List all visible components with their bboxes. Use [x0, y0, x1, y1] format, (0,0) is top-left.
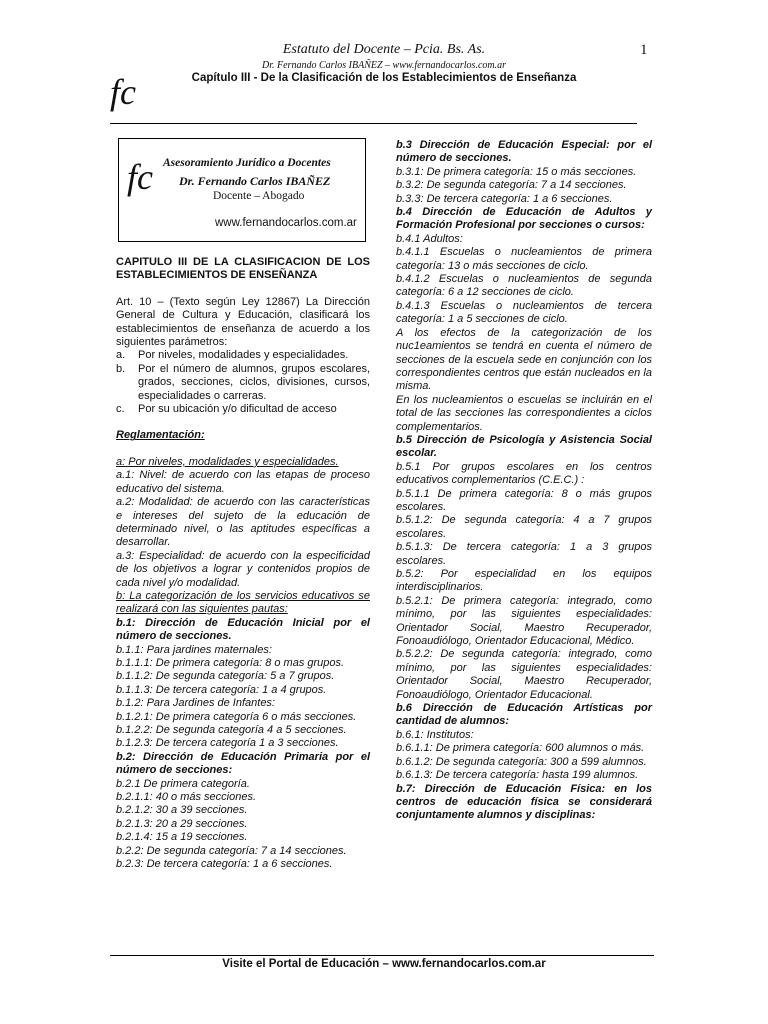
list-line: b.1.1: Para jardines maternales:	[116, 643, 272, 656]
list-line: b.5.2.1: De primera categoría: integrado, como mínimo, por las siguientes especialidades: Orientador Social, Maestro Recuperador, Fonoaudiólogo, Orientador Educacional, Médico.	[396, 594, 652, 648]
left-column	[116, 256, 370, 871]
footer-divider	[110, 955, 654, 956]
list-line: b.1.2.1: De primera categoría 6 o más secciones.	[116, 710, 357, 723]
section-b7-heading: b.7: Dirección de Educación Física: en los centros de educación física se considerará conjuntamente alumnos y disciplinas:	[396, 782, 652, 822]
paragraph: En los nucleamientos o escuelas se incluirán en el total de las secciones las correspondientes a ciclos complementarios.	[396, 393, 652, 433]
list-line: b.1.2.2: De segunda categoría 4 a 5 secciones.	[116, 724, 347, 736]
list-line: b.3.1: De primera categoría: 15 o más secciones.	[396, 165, 637, 178]
list-line: b.4.1.2 Escuelas o nucleamientos de segunda categoría: 6 a 12 secciones de ciclo.	[396, 273, 652, 299]
list-marker: a.	[116, 349, 126, 362]
list-line: b.2.1.4: 15 a 19 secciones.	[116, 831, 248, 844]
list-line: b.6.1: Institutos:	[396, 728, 474, 741]
list-line: b.2.2: De segunda categoría: 7 a 14 secciones.	[116, 844, 347, 857]
list-line: b.5.2.2: De segunda categoría: integrado, como mínimo, por las siguientes especialidades: Orientador Social, Maestro Recuperador, Fonoaudiólogo, Orientador Educacional.	[396, 648, 652, 701]
article-10: Art. 10 – (Texto según Ley 12867) La Dirección General de Cultura y Educación, clasificará los establecimientos de enseñanza de acuerdo a los siguientes parámetros:	[116, 295, 370, 349]
right-column	[396, 139, 652, 823]
list-line: b.2.3: De tercera categoría: 1 a 6 secciones.	[116, 858, 333, 871]
section-b5-heading: b.5 Dirección de Psicología y Asistencia Social escolar.	[396, 433, 652, 460]
list-marker: b.	[116, 362, 126, 375]
list-line: b.1.1.2: De segunda categoría: 5 a 7 grupos.	[116, 670, 335, 683]
section-b6-heading: b.6 Dirección de Educación Artísticas por cantidad de alumnos:	[396, 702, 652, 728]
list-line: b.4.1.3 Escuelas o nucleamientos de tercera categoría: 1 a 5 secciones de ciclo.	[396, 299, 652, 326]
footer-link-text: Visite el Portal de Educación – www.fernandocarlos.com.ar	[222, 958, 546, 970]
list-marker: c.	[116, 403, 125, 416]
card-role: Docente – Abogado	[213, 190, 305, 202]
card-website: www.fernandocarlos.com.ar	[215, 217, 357, 229]
list-item	[116, 349, 370, 362]
list-line: b.2.1.1: 40 o más secciones.	[116, 791, 257, 804]
list-line: b.5.1.3: De tercera categoría: 1 a 3 grupos escolares.	[396, 541, 652, 567]
list-line: b.6.1.1: De primera categoría: 600 alumnos o más.	[396, 742, 645, 755]
list-line: b.5.1 Por grupos escolares en los centros educativos complementarios (C.E.C.) :	[396, 460, 652, 487]
card-name: Dr. Fernando Carlos IBAÑEZ	[179, 174, 331, 188]
paragraph: a.2: Modalidad: de acuerdo con las características e intereses del sujeto de la educación de determinado nivel, o las aptitudes específicas a desarrollar.	[116, 496, 370, 549]
section-b4-heading: b.4 Dirección de Educación de Adultos y Formación Profesional por secciones o cursos:	[396, 206, 652, 232]
page-number: 1	[640, 42, 648, 58]
list-item	[116, 403, 370, 416]
fc-logo: fc	[110, 72, 136, 112]
list-line: b.1.1.1: De primera categoría: 8 o mas grupos.	[116, 656, 345, 669]
list-line: b.6.1.2: De segunda categoría: 300 a 599 alumnos.	[396, 755, 647, 768]
section-b3-heading: b.3 Dirección de Educación Especial: por el número de secciones.	[396, 139, 652, 165]
list-line: b.6.1.3: De tercera categoría: hasta 199 alumnos.	[396, 769, 639, 782]
header-divider	[110, 123, 637, 124]
list-line: b.4.1 Adultos:	[396, 232, 463, 245]
document-title: Estatuto del Docente – Pcia. Bs. As.	[282, 42, 486, 57]
list-line: b.5.1.1 De primera categoría: 8 o más grupos escolares.	[396, 487, 652, 513]
list-line: b.5.1.2: De segunda categoría: 4 a 7 grupos escolares.	[396, 514, 652, 540]
section-a-heading: a: Por niveles, modalidades y especialidades.	[116, 455, 339, 468]
list-line: b.3.2: De segunda categoría: 7 a 14 secciones.	[396, 179, 627, 192]
section-b1-heading: b.1: Dirección de Educación Inicial por el número de secciones.	[116, 616, 370, 643]
list-line: b.1.1.3: De tercera categoría: 1 a 4 grupos.	[116, 683, 327, 696]
section-b-heading: b: La categorización de los servicios educativos se realizará con las siguientes pautas:	[116, 589, 370, 616]
section-b2-heading: b.2: Dirección de Educación Primaria por el número de secciones:	[116, 750, 370, 777]
chapter-title: Capítulo III - De la Clasificación de los Establecimientos de Enseñanza	[191, 72, 577, 84]
list-line: b.4.1.1 Escuelas o nucleamientos de primera categoría: 13 o más secciones de ciclo.	[396, 246, 652, 272]
list-line: b.2.1 De primera categoría.	[116, 777, 250, 790]
list-text: Por su ubicación y/o dificultad de acceso	[138, 403, 337, 416]
list-line: b.1.2.3: De tercera categoría 1 a 3 secciones.	[116, 737, 339, 750]
list-text: Por niveles, modalidades y especialidades.	[138, 349, 349, 362]
card-fc-logo: fc	[127, 157, 153, 197]
document-author-line: Dr. Fernando Carlos IBAÑEZ – www.fernandocarlos.com.ar	[262, 60, 506, 71]
reglamentacion-heading: Reglamentación:	[116, 429, 205, 442]
author-card	[118, 138, 366, 242]
list-text: Por el número de alumnos, grupos escolares, grados, secciones, ciclos, divisiones, cursos, especialidades o carreras.	[138, 362, 370, 402]
paragraph: a.3: Especialidad: de acuerdo con la especificidad de los objetivos a lograr y contenidos propios de cada nivel y/o modalidad.	[116, 549, 370, 589]
list-line: b.2.1.3: 20 a 29 secciones.	[116, 817, 248, 830]
list-line: b.1.2: Para Jardines de Infantes:	[116, 697, 275, 710]
list-line: b.5.2: Por especialidad en los equipos interdisciplinarios.	[396, 568, 652, 594]
paragraph: A los efectos de la categorización de los nuc1eamientos se tendrá en cuenta el número de secciones de la escuela sede en conjunción con los correspondientes centros que están nucleados en la misma.	[396, 326, 652, 393]
card-service: Asesoramiento Jurídico a Docentes	[163, 157, 331, 169]
chapter-heading: CAPITULO III DE LA CLASIFICACION DE LOS ESTABLECIMIENTOS DE ENSEÑANZA	[116, 256, 370, 282]
list-line: b.2.1.2: 30 a 39 secciones.	[116, 804, 248, 817]
paragraph: a.1: Nivel: de acuerdo con las etapas de proceso educativo del sistema.	[116, 469, 370, 495]
list-line: b.3.3: De tercera categoría: 1 a 6 secciones.	[396, 192, 613, 205]
list-item	[116, 363, 370, 403]
